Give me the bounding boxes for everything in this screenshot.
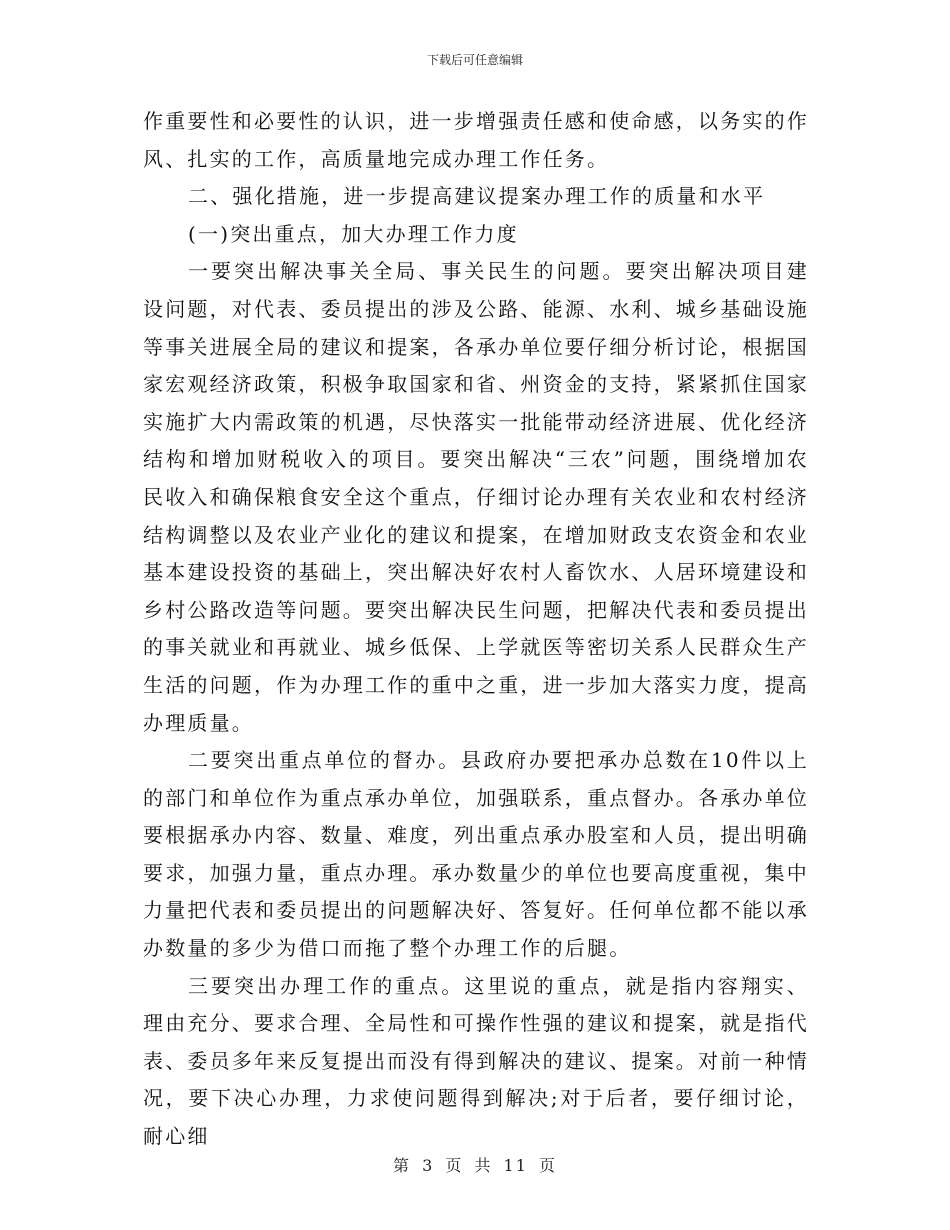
paragraph-point-three: 三要突出办理工作的重点。这里说的重点，就是指内容翔实、理由充分、要求合理、全局性和可操作性强的建议和提案，就是指代表、委员多年来反复提出而没有得到解决的建议、提案。对前一种情况，要下决心办理，力求使问题得到解决;对于后者，要仔细讨论，耐心细 <box>143 973 809 1149</box>
paragraph-point-one: 一要突出解决事关全局、事关民生的问题。要突出解决项目建设问题，对代表、委员提出的涉及公路、能源、水利、城乡基础设施等事关进展全局的建议和提案，各承办单位要仔细分析讨论，根据国家宏观经济政策，积极争取国家和省、州资金的支持，紧紧抓住国家实施扩大内需政策的机遇，尽快落实一批能带动经济进展、优化经济结构和增加财税收入的项目。要突出解决“三农”问题，围绕增加农民收入和确保粮食安全这个重点，仔细讨论办理有关农业和农村经济结构调整以及农业产业化的建议和提案，在增加财政支农资金和农业基本建设投资的基础上，突出解决好农村人畜饮水、人居环境建设和乡村公路改造等问题。要突出解决民生问题，把解决代表和委员提出的事关就业和再就业、城乡低保、上学就医等密切关系人民群众生产生活的问题，作为办理工作的重中之重，进一步加大落实力度，提高办理质量。 <box>143 259 809 735</box>
page-header-note: 下载后可任意编辑 <box>426 53 523 67</box>
page-number: 第 3 页 共 11 页 <box>393 1156 557 1175</box>
section-heading: 二、强化措施，进一步提高建议提案办理工作的质量和水平 <box>188 184 766 209</box>
paragraph-point-two: 二要突出重点单位的督办。县政府办要把承办总数在10件以上的部门和单位作为重点承办单位，加强联系，重点督办。各承办单位要根据承办内容、数量、难度，列出重点承办股室和人员，提出明确要求，加强力量，重点办理。承办数量少的单位也要高度重视，集中力量把代表和委员提出的问题解决好、答复好。任何单位都不能以承办数量的多少为借口而拖了整个办理工作的后腿。 <box>143 748 809 961</box>
subsection-heading: (一)突出重点，加大办理工作力度 <box>188 221 519 246</box>
paragraph-continuation: 作重要性和必要性的认识，进一步增强责任感和使命感，以务实的作风、扎实的工作，高质量地完成办理工作任务。 <box>143 109 809 171</box>
document-body <box>143 103 809 1156</box>
